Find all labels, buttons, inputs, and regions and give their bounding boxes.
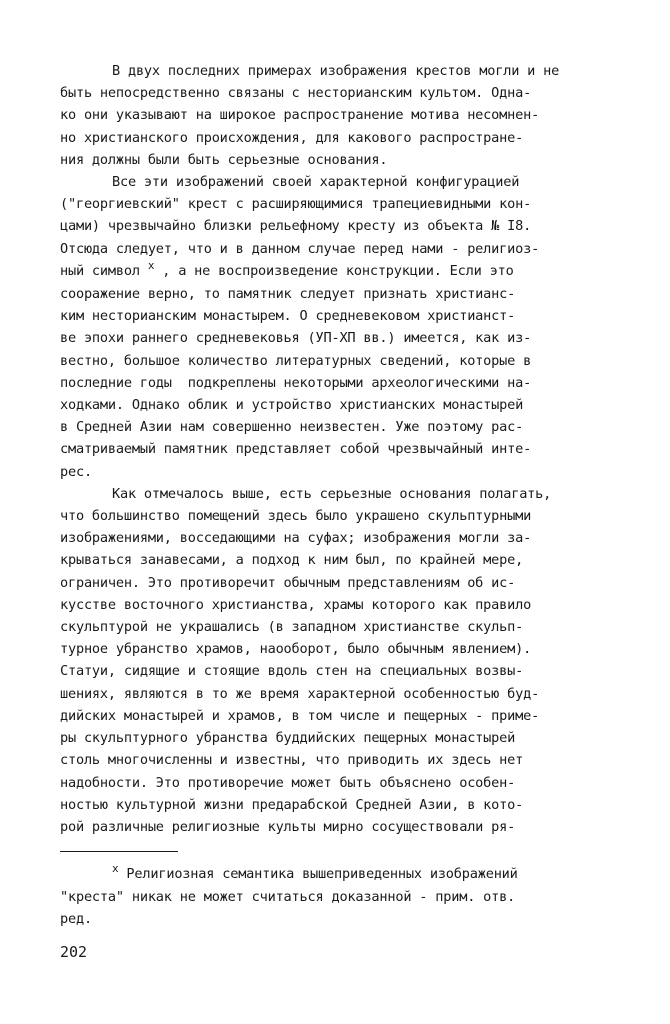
page-number: 202 [60, 943, 88, 961]
paragraph-3 [60, 483, 620, 838]
text-line: изображениями, восседающими на суфах; изображения могли за- [60, 530, 532, 547]
text-line: цами) чрезвычайно близки рельефному кресту из объекта № I8. [60, 218, 532, 235]
text-line: ("георгиевский" крест с расширяющимися трапециевидными кон- [60, 196, 532, 213]
text-line: Все эти изображений своей характерной конфигурацией [112, 174, 520, 191]
text-line: надобности. Это противоречие может быть объяснено особен- [60, 774, 516, 791]
text-line: но христианского происхождения, для какового распростране- [60, 129, 524, 146]
text-line: Отсюда следует, что и в данном случае перед нами - религиоз- [60, 240, 540, 257]
text-line: сооражение верно, то памятник следует признать христианс- [60, 286, 516, 303]
main-text [60, 60, 620, 838]
text-line: последние годы подкреплены некоторыми археологическими на- [60, 374, 532, 391]
footnote-line: ред. [60, 911, 92, 928]
text-line: что большинство помещений здесь было украшено скульптурными [60, 508, 532, 525]
text-line: столь многочисленны и известны, что приводить их здесь нет [60, 752, 524, 769]
text-line: ры скульптурного убранства буддийских пещерных монастырей [60, 730, 516, 747]
text-line: дийских монастырей и храмов, в том числе и пещерных - приме- [60, 707, 540, 724]
footnote-marker: x [112, 862, 119, 875]
text-line-with-footnote-ref [60, 260, 620, 283]
text-line: в Средней Азии нам совершенно неизвестен. Уже поэтому рас- [60, 419, 524, 436]
text-line: вестно, большое количество литературных сведений, которые в [60, 352, 532, 369]
text-segment: Религиозная семантика вышеприведенных изображений [126, 866, 518, 882]
text-line: кусстве восточного христианства, храмы которого как правило [60, 596, 532, 613]
text-line: рой различные религиозные культы мирно сосуществовали ря- [60, 818, 516, 835]
paragraph-1 [60, 60, 620, 171]
text-line: крываться занавесами, а подход к ним был, по крайней мере, [60, 552, 524, 569]
text-segment: , а не воспроизведение конструкции. Если это [154, 262, 514, 279]
paragraph-2 [60, 171, 620, 483]
text-line: турное убранство храмов, наооборот, было обычным явлением). [60, 641, 532, 658]
text-line: Как отмечалось выше, есть серьезные основания полагать, [112, 485, 552, 502]
text-line: ве эпохи раннего средневековья (УП-ХП вв.) имеется, как из- [60, 330, 532, 347]
footnote-reference: x [147, 258, 155, 272]
text-line: быть непосредственно связаны с несторианским культом. Одна- [60, 85, 532, 102]
text-line: ограничен. Это противоречит обычным представлениям об ис- [60, 574, 516, 591]
text-line: ким несторианским монастырем. О средневековом христианст- [60, 308, 516, 325]
text-line: сматриваемый памятник представляет собой чрезвычайный инте- [60, 441, 532, 458]
text-segment: ный символ [60, 262, 140, 279]
text-line: ния должны были быть серьезные основания. [60, 151, 388, 168]
text-line: В двух последних примерах изображения крестов могли и не [112, 63, 560, 79]
text-line: Статуи, сидящие и стоящие вдоль стен на специальных возвы- [60, 663, 524, 680]
footnote [60, 863, 620, 931]
text-line: ностью культурной жизни предарабской Средней Азии, в кото- [60, 796, 524, 813]
footnote-line [60, 863, 620, 886]
footnote-line: "креста" никак не может считаться доказанной - прим. отв. [60, 889, 516, 906]
text-line: ходками. Однако облик и устройство христианских монастырей [60, 397, 524, 414]
text-line: шениях, являются в то же время характерной особенностью буд- [60, 685, 540, 702]
text-line: рес. [60, 463, 92, 480]
text-line: ко они указывают на широкое распространение мотива несомнен- [60, 107, 540, 124]
text-line: скульптурой не украшались (в западном христианстве скульп- [60, 619, 524, 636]
footnote-divider [60, 851, 178, 852]
